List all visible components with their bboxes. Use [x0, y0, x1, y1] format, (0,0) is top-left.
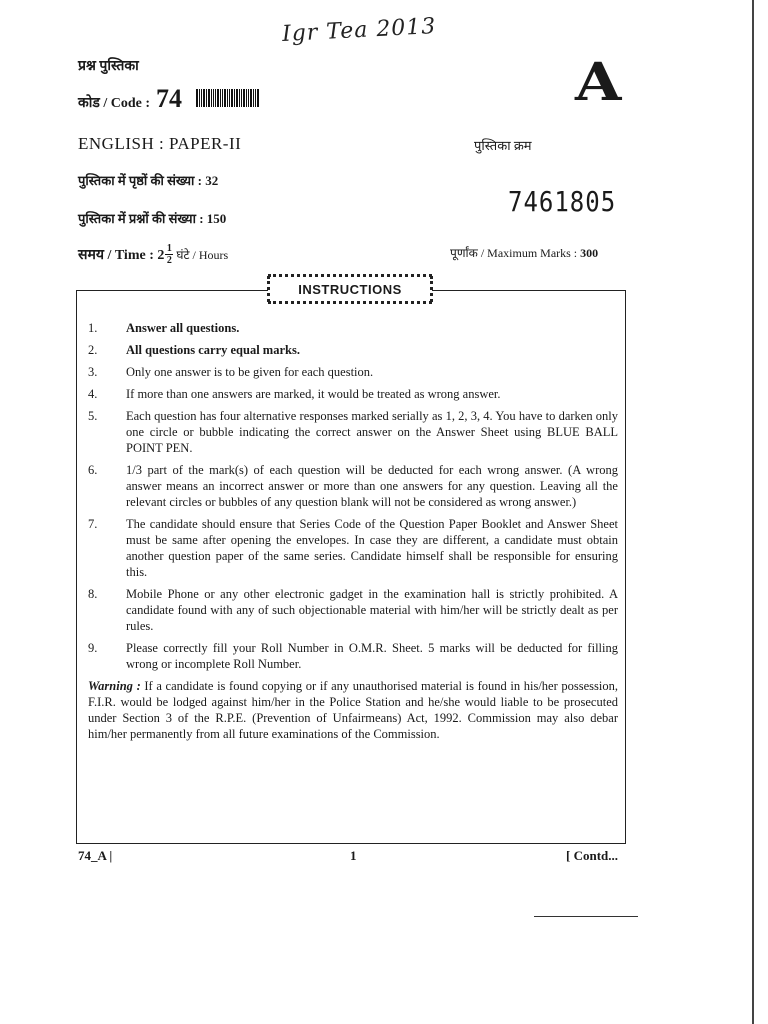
booklet-serial-label: पुस्तिका क्रम: [474, 138, 532, 153]
instruction-item: 5. Each question has four alternative responses marked serially as 1, 2, 3, 4. You have to darken only one circle or bubble indicating the correct answer on the Answer Sheet using BLUE BALL POINT PEN.: [88, 409, 618, 455]
instructions-title: INSTRUCTIONS: [298, 281, 402, 297]
instruction-item: 3. Only one answer is to be given for each question.: [88, 365, 374, 379]
max-marks-label: पूर्णांक / Maximum Marks :: [450, 246, 578, 260]
instruction-item: 6. 1/3 part of the mark(s) of each question will be deducted for each wrong answer. (A wrong answer means an incorrect answer or more than one answers for any question. Leaving all the relevant circles or bubbles of any question blank will not be considered as wrong answer.): [88, 463, 618, 509]
instruction-item: 7. The candidate should ensure that Series Code of the Question Paper Booklet and Answer Sheet must be same after opening the envelopes. In case they are different, a candidate must obtain another question paper of the same series. Candidate himself shall be responsible for ensuring this.: [88, 517, 618, 579]
maximum-marks: [450, 244, 598, 261]
question-count: पुस्तिका में प्रश्नों की संख्या : 150: [78, 211, 227, 226]
code-value: 74: [156, 84, 183, 113]
page-count: पुस्तिका में पृष्ठों की संख्या : 32: [78, 173, 219, 188]
instruction-item: 2. All questions carry equal marks.: [88, 343, 300, 357]
fraction-denominator: 2: [166, 255, 172, 266]
footer-page-number: 1: [350, 848, 357, 863]
handwritten-note: Igr Tea 2013: [281, 13, 437, 48]
warning-text: If a candidate is found copying or if any unauthorised material is found in his/her possession, F.I.R. would be lodged against him/her in the Police Station and he/she would liable to be prosecuted under Section 3 of the R.P.E. (Prevention of Unfairmeans) Act, 1992. Commission may also debar him/her permanently from all future examinations of the Commission.: [88, 679, 619, 741]
time-suffix: घंटे / Hours: [176, 248, 229, 262]
booklet-serial-number: 7461805: [508, 185, 617, 219]
max-marks-value: 300: [580, 246, 599, 260]
code-label: कोड / Code :: [78, 96, 151, 111]
time-allowed: [78, 244, 228, 265]
bottom-rule: [534, 916, 638, 917]
subject-title: ENGLISH : PAPER-II: [78, 134, 242, 153]
instruction-item: 1. Answer all questions.: [88, 321, 240, 335]
fraction-numerator: 1: [166, 243, 172, 254]
footer-contd: [ Contd...: [566, 848, 619, 863]
warning-note: [88, 678, 618, 742]
code-row: [78, 84, 259, 114]
footer-code: 74_A |: [78, 848, 113, 863]
barcode-icon: [196, 89, 259, 107]
instruction-list: [88, 320, 618, 742]
time-fraction: [165, 244, 173, 265]
instruction-item: 9. Please correctly fill your Roll Number in O.M.R. Sheet. 5 marks will be deducted for filling wrong or incomplete Roll Number.: [88, 641, 618, 671]
instruction-item: 4. If more than one answers are marked, it would be treated as wrong answer.: [88, 387, 501, 401]
series-set-letter: A: [574, 52, 622, 113]
page-edge-line: [752, 0, 754, 1024]
time-prefix: समय / Time : 2: [78, 248, 165, 263]
warning-label: Warning :: [88, 679, 141, 693]
instruction-item: 8. Mobile Phone or any other electronic gadget in the examination hall is strictly prohibited. A candidate found with any of such objectionable material with him/her will be strictly dealt as per rules.: [88, 587, 618, 633]
instructions-heading: [268, 274, 432, 304]
booklet-label: प्रश्न पुस्तिका: [78, 59, 139, 74]
